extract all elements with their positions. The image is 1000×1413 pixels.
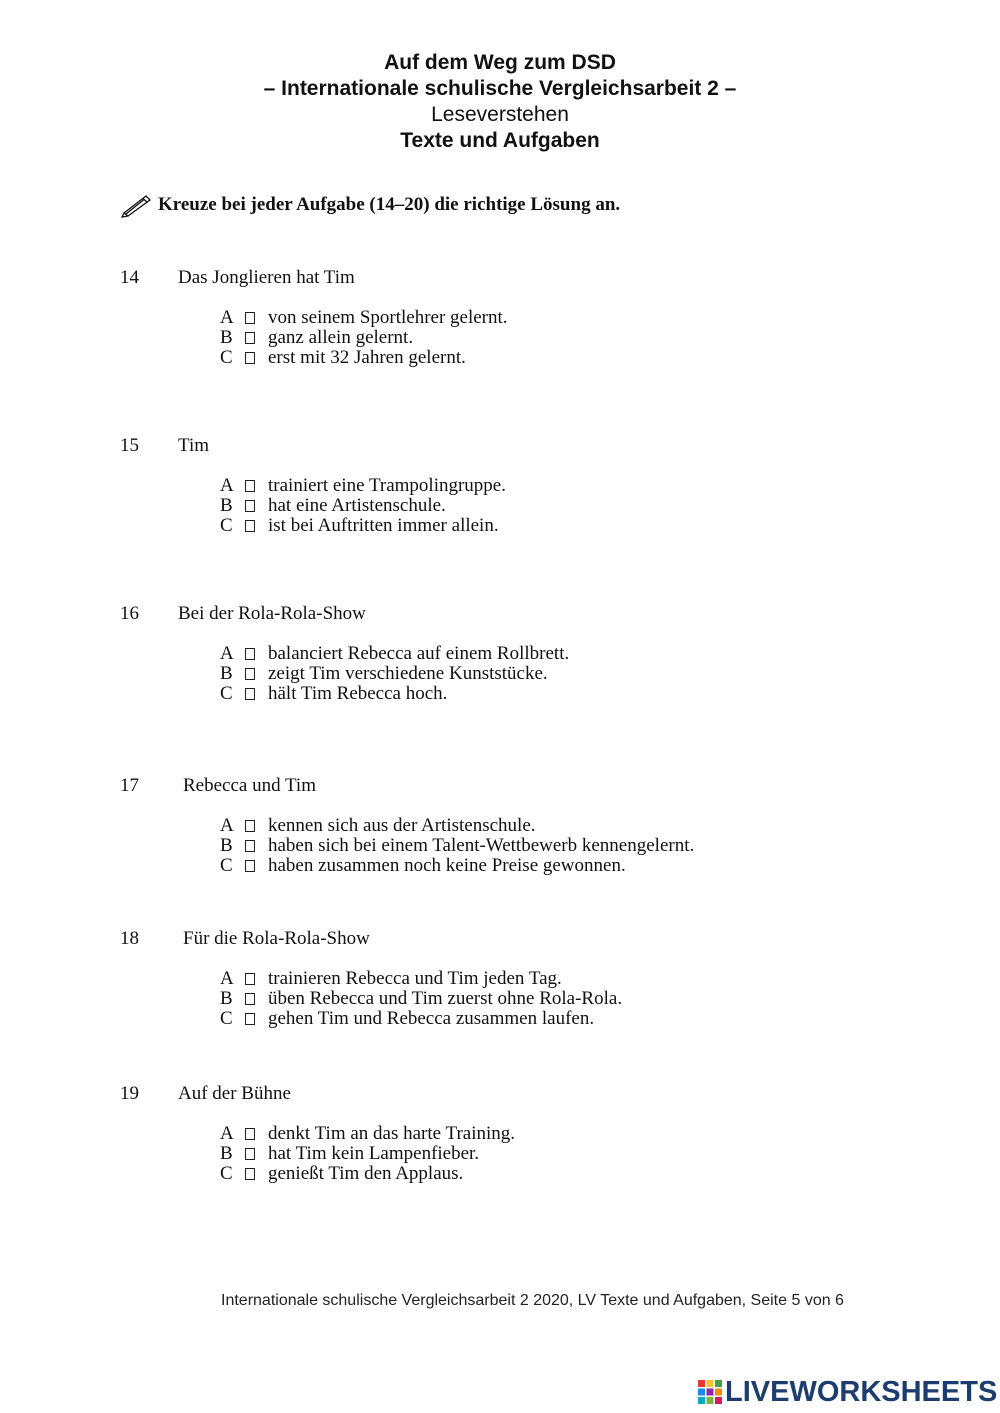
question-number: 18	[120, 928, 139, 949]
liveworksheets-brand[interactable]	[697, 1376, 997, 1408]
option-text: von seinem Sportlehrer gelernt.	[268, 307, 508, 328]
question-number: 17	[120, 775, 139, 796]
option-b[interactable]	[220, 496, 506, 516]
title-line-1: Auf dem Weg zum DSD	[384, 51, 616, 74]
checkbox[interactable]	[245, 1128, 255, 1140]
brand-name: LIVEWORKSHEETS	[725, 1376, 998, 1408]
question-stem: Auf der Bühne	[178, 1083, 291, 1104]
pencil-icon	[120, 192, 154, 218]
option-letter: B	[220, 327, 233, 348]
option-c[interactable]	[220, 856, 694, 876]
option-text: hält Tim Rebecca hoch.	[268, 683, 448, 704]
option-letter: C	[220, 347, 233, 368]
option-c[interactable]	[220, 684, 569, 704]
liveworksheets-logo-icon	[697, 1379, 723, 1405]
option-letter: C	[220, 1163, 233, 1184]
option-letter: A	[220, 475, 234, 496]
option-letter: B	[220, 835, 233, 856]
option-text: gehen Tim und Rebecca zusammen laufen.	[268, 1008, 595, 1029]
option-text: haben sich bei einem Talent-Wettbewerb kennengelernt.	[268, 835, 695, 856]
option-text: kennen sich aus der Artistenschule.	[268, 815, 536, 836]
option-text: genießt Tim den Applaus.	[268, 1163, 464, 1184]
option-text: hat Tim kein Lampenfieber.	[268, 1143, 480, 1164]
checkbox[interactable]	[245, 480, 255, 492]
checkbox[interactable]	[245, 840, 255, 852]
option-c[interactable]	[220, 348, 508, 368]
option-letter: A	[220, 968, 234, 989]
option-a[interactable]	[220, 969, 622, 989]
option-b[interactable]	[220, 836, 694, 856]
question-stem: Bei der Rola-Rola-Show	[178, 603, 366, 624]
title-line-2: – Internationale schulische Vergleichsarbeit 2 –	[263, 77, 737, 100]
checkbox[interactable]	[245, 973, 255, 985]
question-stem: Für die Rola-Rola-Show	[183, 928, 370, 949]
option-text: trainiert eine Trampolingruppe.	[268, 475, 506, 496]
option-text: üben Rebecca und Tim zuerst ohne Rola-Rola.	[268, 988, 623, 1009]
checkbox[interactable]	[245, 332, 255, 344]
option-c[interactable]	[220, 1009, 622, 1029]
option-text: haben zusammen noch keine Preise gewonnen.	[268, 855, 626, 876]
option-a[interactable]	[220, 476, 506, 496]
checkbox[interactable]	[245, 860, 255, 872]
question-number: 16	[120, 603, 139, 624]
option-letter: B	[220, 1143, 233, 1164]
page-header	[0, 50, 1000, 154]
question-stem: Rebecca und Tim	[183, 775, 316, 796]
checkbox[interactable]	[245, 312, 255, 324]
checkbox[interactable]	[245, 1168, 255, 1180]
title-line-4: Texte und Aufgaben	[400, 129, 600, 152]
option-text: zeigt Tim verschiedene Kunststücke.	[268, 663, 548, 684]
option-text: ist bei Auftritten immer allein.	[268, 515, 499, 536]
question-number: 19	[120, 1083, 139, 1104]
title-line-3: Leseverstehen	[431, 103, 569, 126]
option-c[interactable]	[220, 516, 506, 536]
instruction-text: Kreuze bei jeder Aufgabe (14–20) die richtige Lösung an.	[158, 194, 621, 215]
option-a[interactable]	[220, 1124, 515, 1144]
checkbox[interactable]	[245, 668, 255, 680]
question-number: 15	[120, 435, 139, 456]
option-a[interactable]	[220, 644, 569, 664]
question-number: 14	[120, 267, 139, 288]
option-letter: B	[220, 988, 233, 1009]
page-footer: Internationale schulische Vergleichsarbeit 2 2020, LV Texte und Aufgaben, Seite 5 von 6	[221, 1292, 844, 1309]
option-a[interactable]	[220, 816, 694, 836]
checkbox[interactable]	[245, 520, 255, 532]
option-letter: A	[220, 307, 234, 328]
checkbox[interactable]	[245, 688, 255, 700]
option-letter: C	[220, 1008, 233, 1029]
option-text: hat eine Artistenschule.	[268, 495, 446, 516]
option-c[interactable]	[220, 1164, 515, 1184]
checkbox[interactable]	[245, 648, 255, 660]
option-letter: C	[220, 683, 233, 704]
checkbox[interactable]	[245, 352, 255, 364]
question-stem: Das Jonglieren hat Tim	[178, 267, 355, 288]
option-a[interactable]	[220, 308, 508, 328]
option-b[interactable]	[220, 328, 508, 348]
checkbox[interactable]	[245, 820, 255, 832]
option-letter: C	[220, 515, 233, 536]
option-text: trainieren Rebecca und Tim jeden Tag.	[268, 968, 562, 989]
option-b[interactable]	[220, 664, 569, 684]
option-text: denkt Tim an das harte Training.	[268, 1123, 516, 1144]
option-letter: B	[220, 495, 233, 516]
question-stem: Tim	[178, 435, 209, 456]
option-text: balanciert Rebecca auf einem Rollbrett.	[268, 643, 570, 664]
checkbox[interactable]	[245, 1148, 255, 1160]
option-text: ganz allein gelernt.	[268, 327, 414, 348]
checkbox[interactable]	[245, 500, 255, 512]
option-letter: C	[220, 855, 233, 876]
option-b[interactable]	[220, 989, 622, 1009]
option-letter: A	[220, 1123, 234, 1144]
option-text: erst mit 32 Jahren gelernt.	[268, 347, 466, 368]
option-letter: A	[220, 643, 234, 664]
option-letter: A	[220, 815, 234, 836]
option-letter: B	[220, 663, 233, 684]
checkbox[interactable]	[245, 1013, 255, 1025]
checkbox[interactable]	[245, 993, 255, 1005]
option-b[interactable]	[220, 1144, 515, 1164]
instruction	[120, 192, 620, 218]
